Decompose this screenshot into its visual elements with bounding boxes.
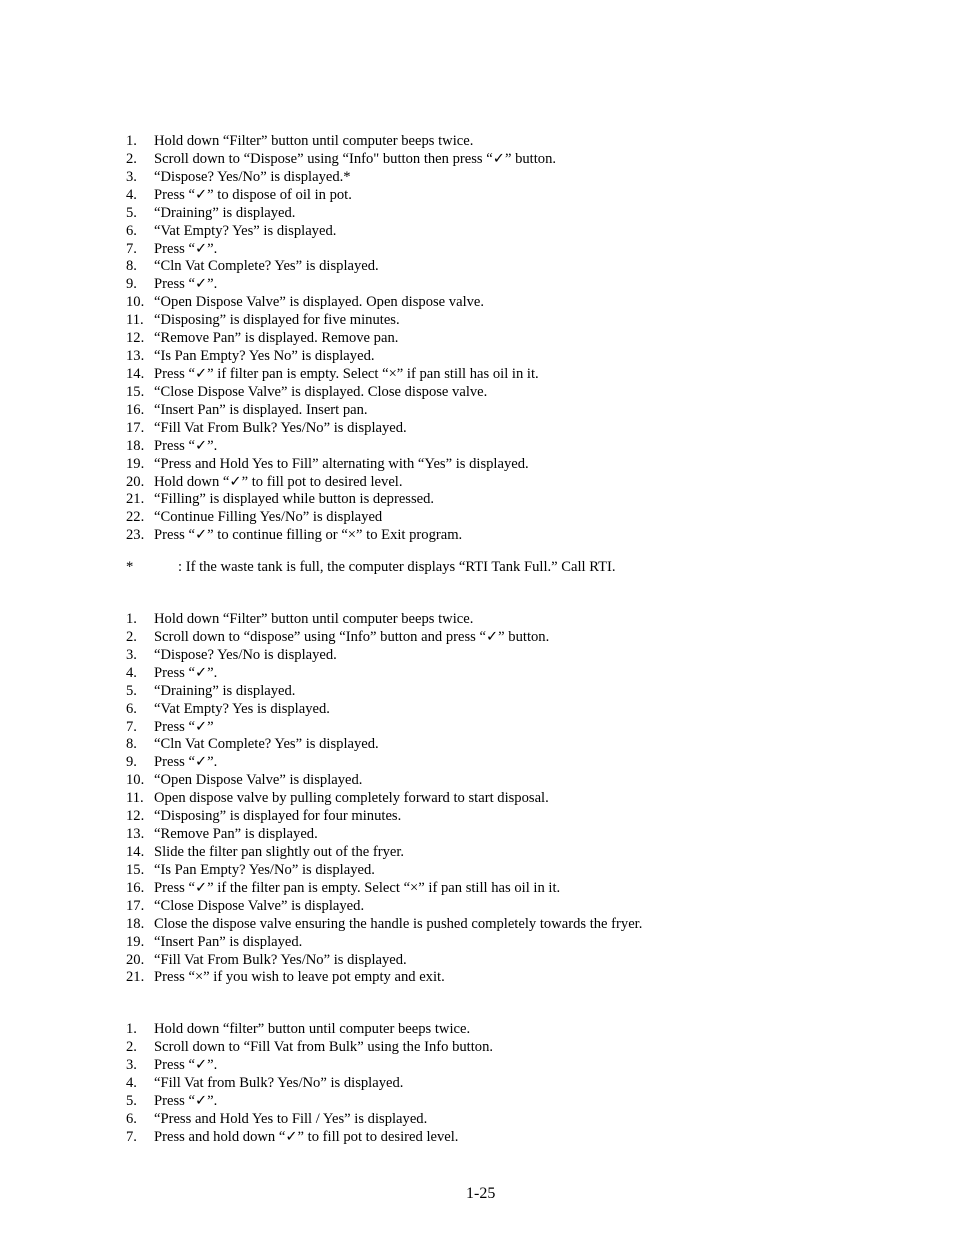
list-item <box>126 952 642 970</box>
list-item <box>126 808 642 826</box>
step-text: Press “✓” if filter pan is empty. Select “×” if pan still has oil in it. <box>154 365 539 382</box>
step-number: 9. <box>126 754 137 771</box>
step-text: “Insert Pan” is displayed. Insert pan. <box>154 401 368 418</box>
step-number: 6. <box>126 222 137 239</box>
step-number: 6. <box>126 1110 137 1127</box>
step-text: Press and hold down “✓” to fill pot to desired level. <box>154 1128 459 1145</box>
list-item <box>126 474 556 492</box>
step-number: 12. <box>126 808 145 825</box>
list-item <box>126 1093 493 1111</box>
list-item <box>126 790 642 808</box>
step-text: Hold down “Filter” button until computer beeps twice. <box>154 611 474 627</box>
step-number: 19. <box>126 455 145 472</box>
list-item <box>126 1039 493 1057</box>
step-text: “Fill Vat from Bulk? Yes/No” is displayed. <box>154 1074 404 1091</box>
step-text: “Open Dispose Valve” is displayed. <box>154 772 363 789</box>
list-item <box>126 683 642 701</box>
step-text: “Draining” is displayed. <box>154 682 296 699</box>
step-text: “Fill Vat From Bulk? Yes/No” is displayed. <box>154 419 407 436</box>
step-number: 2. <box>126 1038 137 1055</box>
step-number: 15. <box>126 383 145 400</box>
list-item <box>126 1057 493 1075</box>
list-item <box>126 348 556 366</box>
list-item <box>126 402 556 420</box>
list-item <box>126 719 642 737</box>
step-text: “Open Dispose Valve” is displayed. Open dispose valve. <box>154 294 485 311</box>
waste-tank-note <box>126 559 616 577</box>
list-item <box>126 384 556 402</box>
step-text: “Press and Hold Yes to Fill / Yes” is displayed. <box>154 1110 428 1127</box>
step-number: 8. <box>126 736 137 753</box>
step-text: Press “✓”. <box>154 276 218 293</box>
step-number: 20. <box>126 473 145 490</box>
step-text: “Disposing” is displayed for four minutes. <box>154 808 402 825</box>
step-text: Press “✓”. <box>154 1056 218 1073</box>
list-item <box>126 754 642 772</box>
step-text: Press “✓”. <box>154 240 218 257</box>
step-text: Open dispose valve by pulling completely forward to start disposal. <box>154 790 549 807</box>
step-text: Press “✓”. <box>154 1092 218 1109</box>
list-item <box>126 934 642 952</box>
step-number: 17. <box>126 419 145 436</box>
step-text: Slide the filter pan slightly out of the fryer. <box>154 843 405 860</box>
dispose-bulk-steps <box>126 133 556 545</box>
step-text: “Draining” is displayed. <box>154 204 296 221</box>
step-text: “Press and Hold Yes to Fill” alternating with “Yes” is displayed. <box>154 455 529 472</box>
step-text: “Fill Vat From Bulk? Yes/No” is displayed. <box>154 951 407 968</box>
step-text: “Insert Pan” is displayed. <box>154 933 303 950</box>
step-number: 17. <box>126 897 145 914</box>
list-item <box>126 223 556 241</box>
list-item <box>126 880 642 898</box>
step-text: Press “✓”. <box>154 664 218 681</box>
step-number: 23. <box>126 527 145 544</box>
list-item <box>126 862 642 880</box>
step-number: 6. <box>126 700 137 717</box>
step-number: 8. <box>126 258 137 275</box>
step-text: Hold down “Filter” button until computer beeps twice. <box>154 133 474 149</box>
step-number: 7. <box>126 240 137 257</box>
step-text: “Is Pan Empty? Yes/No” is displayed. <box>154 861 375 878</box>
step-text: “Vat Empty? Yes” is displayed. <box>154 222 337 239</box>
list-item <box>126 898 642 916</box>
note-marker: * <box>126 559 134 575</box>
list-item <box>126 133 556 151</box>
step-number: 18. <box>126 437 145 454</box>
step-text: “Vat Empty? Yes is displayed. <box>154 700 330 717</box>
step-number: 15. <box>126 861 145 878</box>
step-number: 1. <box>126 1021 137 1037</box>
step-number: 1. <box>126 611 137 627</box>
step-text: Hold down “filter” button until computer beeps twice. <box>154 1021 471 1037</box>
list-item <box>126 438 556 456</box>
step-number: 21. <box>126 491 145 508</box>
step-text: “Dispose? Yes/No” is displayed.* <box>154 168 351 185</box>
list-item <box>126 665 642 683</box>
step-number: 21. <box>126 969 145 986</box>
step-text: Press “×” if you wish to leave pot empty and exit. <box>154 969 445 986</box>
step-number: 7. <box>126 718 137 735</box>
step-text: “Continue Filling Yes/No” is displayed <box>154 509 383 526</box>
list-item <box>126 969 642 987</box>
step-number: 19. <box>126 933 145 950</box>
list-item <box>126 1075 493 1093</box>
list-item <box>126 366 556 384</box>
list-item <box>126 187 556 205</box>
step-text: Press “✓”. <box>154 437 218 454</box>
page-number: 1-25 <box>466 1185 496 1202</box>
step-text: Press “✓” <box>154 718 214 735</box>
list-item <box>126 509 556 527</box>
step-number: 3. <box>126 646 137 663</box>
step-number: 20. <box>126 951 145 968</box>
step-number: 7. <box>126 1128 137 1145</box>
list-item <box>126 527 556 545</box>
list-item <box>126 276 556 294</box>
step-text: “Close Dispose Valve” is displayed. <box>154 897 365 914</box>
step-number: 5. <box>126 204 137 221</box>
list-item <box>126 736 642 754</box>
step-text: Press “✓” if the filter pan is empty. Select “×” if pan still has oil in it. <box>154 879 561 896</box>
note-text: : If the waste tank is full, the computer displays “RTI Tank Full.” Call RTI. <box>178 559 616 575</box>
list-item <box>126 294 556 312</box>
list-item <box>126 701 642 719</box>
step-number: 13. <box>126 348 145 365</box>
step-number: 2. <box>126 150 137 167</box>
step-number: 11. <box>126 312 144 329</box>
list-item <box>126 151 556 169</box>
step-text: Press “✓”. <box>154 754 218 771</box>
list-item <box>126 241 556 259</box>
step-number: 10. <box>126 772 145 789</box>
list-item <box>126 611 642 629</box>
step-number: 22. <box>126 509 145 526</box>
list-item <box>126 1021 493 1039</box>
step-number: 18. <box>126 915 145 932</box>
step-text: Scroll down to “Fill Vat from Bulk” using the Info button. <box>154 1038 494 1055</box>
list-item <box>126 629 642 647</box>
step-number: 11. <box>126 790 144 807</box>
step-text: “Is Pan Empty? Yes No” is displayed. <box>154 348 375 365</box>
step-text: “Remove Pan” is displayed. <box>154 826 318 843</box>
list-item <box>126 205 556 223</box>
step-text: Press “✓” to dispose of oil in pot. <box>154 186 352 203</box>
step-number: 12. <box>126 330 145 347</box>
dispose-front-steps <box>126 611 642 987</box>
list-item <box>126 169 556 187</box>
step-text: Scroll down to “dispose” using “Info” button and press “✓” button. <box>154 628 550 645</box>
step-text: Close the dispose valve ensuring the handle is pushed completely towards the fryer. <box>154 915 643 932</box>
step-text: “Cln Vat Complete? Yes” is displayed. <box>154 258 379 275</box>
list-item <box>126 826 642 844</box>
list-item <box>126 1129 493 1147</box>
step-text: Hold down “✓” to fill pot to desired level. <box>154 473 403 490</box>
step-number: 2. <box>126 628 137 645</box>
step-text: “Filling” is displayed while button is depressed. <box>154 491 435 508</box>
step-number: 16. <box>126 401 145 418</box>
step-number: 14. <box>126 843 145 860</box>
step-number: 16. <box>126 879 145 896</box>
step-number: 1. <box>126 133 137 149</box>
list-item <box>126 456 556 474</box>
list-item <box>126 312 556 330</box>
step-number: 4. <box>126 186 137 203</box>
step-number: 10. <box>126 294 145 311</box>
fill-vat-steps <box>126 1021 493 1146</box>
list-item <box>126 772 642 790</box>
list-item <box>126 330 556 348</box>
step-text: “Cln Vat Complete? Yes” is displayed. <box>154 736 379 753</box>
step-text: “Remove Pan” is displayed. Remove pan. <box>154 330 399 347</box>
step-number: 13. <box>126 826 145 843</box>
step-text: “Dispose? Yes/No is displayed. <box>154 646 337 663</box>
list-item <box>126 647 642 665</box>
step-text: “Close Dispose Valve” is displayed. Close dispose valve. <box>154 383 488 400</box>
step-number: 3. <box>126 1056 137 1073</box>
step-text: “Disposing” is displayed for five minutes. <box>154 312 400 329</box>
list-item <box>126 420 556 438</box>
step-number: 5. <box>126 1092 137 1109</box>
step-number: 3. <box>126 168 137 185</box>
step-text: Scroll down to “Dispose” using “Info" button then press “✓” button. <box>154 150 557 167</box>
step-number: 5. <box>126 682 137 699</box>
step-number: 14. <box>126 365 145 382</box>
list-item <box>126 258 556 276</box>
step-text: Press “✓” to continue filling or “×” to Exit program. <box>154 527 463 544</box>
list-item <box>126 844 642 862</box>
step-number: 4. <box>126 664 137 681</box>
step-number: 4. <box>126 1074 137 1091</box>
list-item <box>126 491 556 509</box>
step-number: 9. <box>126 276 137 293</box>
list-item <box>126 1111 493 1129</box>
list-item <box>126 916 642 934</box>
